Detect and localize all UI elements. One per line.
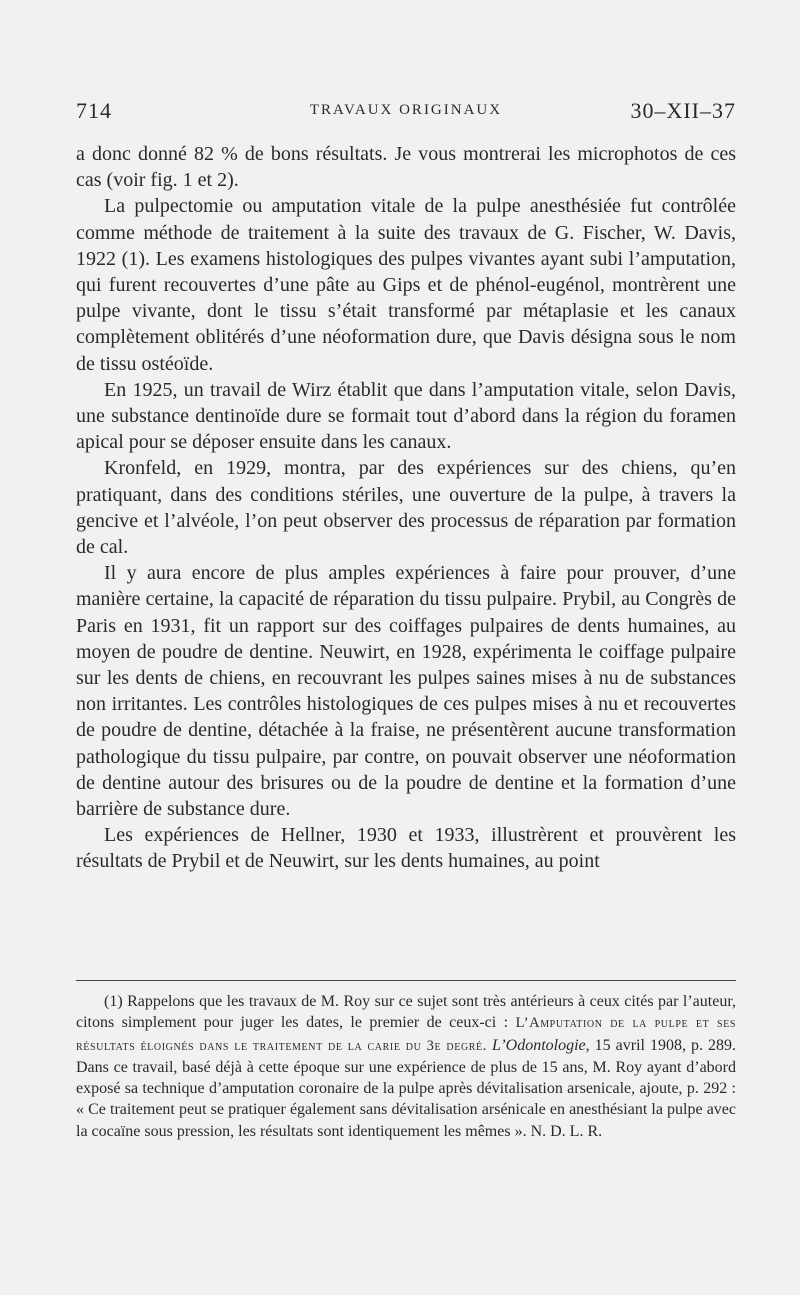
paragraph: a donc donné 82 % de bons résultats. Je vous montrerai les microphotos de ces cas (voir fig. 1 et 2). <box>76 143 736 192</box>
running-header <box>76 98 736 128</box>
footnote-rule <box>76 980 736 981</box>
paragraph: Il y aura encore de plus amples expériences à faire pour prouver, d’une manière certaine, la capacité de réparation du tissu pulpaire. Prybil, au Congrès de Paris en 1931, fit un rapport sur des coiffages pulpaires de dents humaines, au moyen de poudre de dentine. Neuwirt, en 1928, expérimenta le coiffage pulpaire sur les dents de chiens, en recouvrant les pulpes saines mises à nu de substances non irritantes. Les contrôles histologiques de ces pulpes mises à nu et recouvertes de poudre de dentine, détachée à la fraise, ne présentèrent aucune transformation pathologique du tissu pulpaire, par contre, on pouvait observer une néoformation de dentine autour des brisures ou de la poudre de dentine et la formation d’une barrière de substance dure. <box>76 562 736 821</box>
footnote-part1: (1) Rappelons que les travaux de M. Roy sur ce sujet sont très antérieurs à ceux cités par l’auteur, citons simplement pour juger les dates, le premier de ceux-ci : <box>76 993 736 1032</box>
paragraph: La pulpectomie ou amputation vitale de la pulpe anesthésiée fut contrôlée comme méthode de traitement à la suite des travaux de G. Fischer, W. Davis, 1922 (1). Les examens histologiques des pulpes vivantes ayant subi l’amputation, qui furent recouvertes d’une pâte au Gips et de phénol-eugénol, montrèrent une pulpe vivante, dont le tissu s’était transformé par métaplasie et les canaux complètement oblitérés d’une néoformation dure, que Davis désigna sous le nom de tissu ostéoïde. <box>76 195 736 375</box>
footnote-part3: , 15 avril 1908, p. 289. Dans ce travail, basé déjà à cette époque sur une expérience de plus de 15 ans, M. Roy ayant d’abord exposé sa technique d’amputation coronaire de la pulpe après dévitalisation arsenicale, ajoute, p. 292 : « Ce traitement peut se pratiquer également sans dévitalisation arsénicale en anesthésiant la pulpe avec la cocaïne sous pression, les résultats sont identiquement les mêmes ». N. D. L. R. <box>76 1036 736 1140</box>
running-title: TRAVAUX ORIGINAUX <box>309 102 503 118</box>
paragraph: Kronfeld, en 1929, montra, par des expériences sur des chiens, qu’en pratiquant, dans des conditions stériles, une ouverture de la pulpe, à travers la gencive et l’alvéole, l’on peut observer des processus de réparation par formation de cal. <box>76 457 736 559</box>
paragraph: En 1925, un travail de Wirz établit que dans l’amputation vitale, selon Davis, une substance dentinoïde dure se formait tout d’abord dans la région du foramen apical pour se déposer ensuite dans les canaux. <box>76 378 736 454</box>
page-number: 714 <box>76 98 112 123</box>
footnote-text <box>76 991 736 1142</box>
paragraph: Les expériences de Hellner, 1930 et 1933, illustrèrent et prouvèrent les résultats de Prybil et de Neuwirt, sur les dents humaines, au point <box>76 824 736 873</box>
header-date: 30–XII–37 <box>630 98 736 123</box>
footnote <box>76 991 736 1142</box>
footnote-journal: L’Odontologie <box>492 1036 586 1054</box>
footnote-cited-title: L’Amputation de la pulpe et ses résultats éloignés dans le traitement de la carie du 3e degré. <box>76 1015 736 1054</box>
main-text <box>76 141 736 875</box>
